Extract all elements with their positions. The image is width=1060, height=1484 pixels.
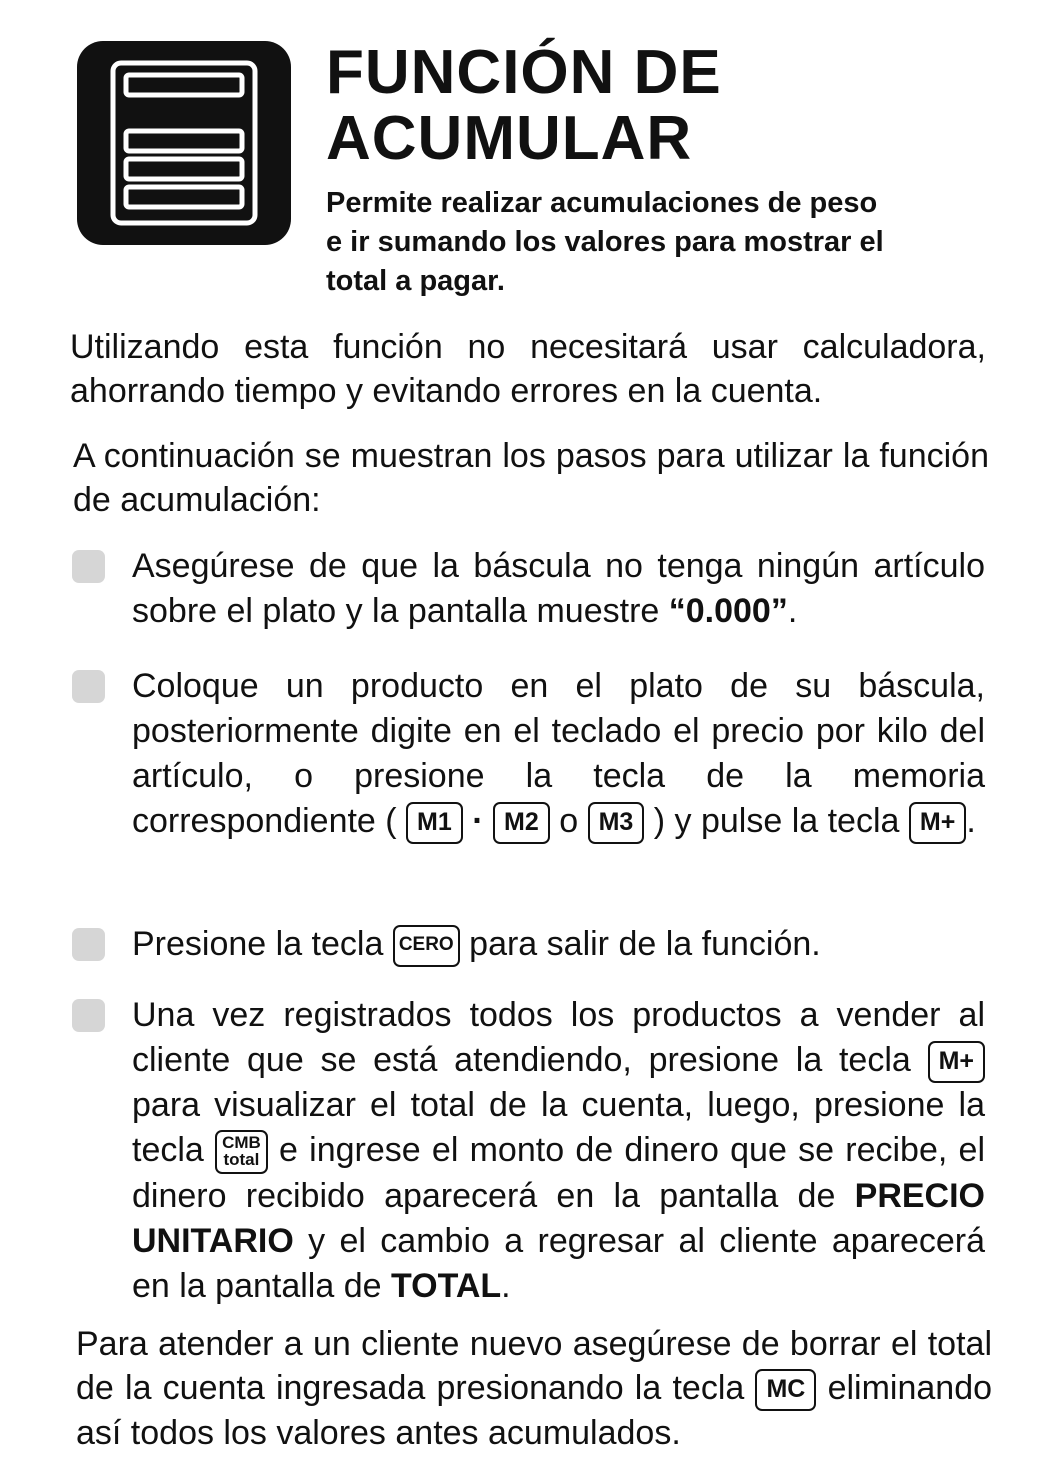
step-4-text: Una vez registrados todos los productos a vender al cliente que se está atendiendo, presione la tecla xyxy=(132,996,985,1079)
key-cmb-label: CMB xyxy=(222,1133,261,1153)
step-4-text-b: para visualizar el total de la cuenta, luego, presione la tecla xyxy=(132,1086,985,1170)
step-bullet xyxy=(72,670,105,703)
step-3-text-b: para salir de la función. xyxy=(459,925,821,963)
step-text xyxy=(132,922,985,967)
step-1-text: Asegúrese de que la báscula no tenga ningún artículo sobre el plato y la pantalla muestre xyxy=(132,547,985,630)
step-text xyxy=(132,664,985,844)
key-m2: M2 xyxy=(493,802,550,844)
key-m-plus: M+ xyxy=(928,1041,985,1083)
key-mc: MC xyxy=(755,1369,816,1411)
step-1-end: . xyxy=(787,592,798,630)
intro-paragraph-2: A continuación se muestran los pasos para utilizar la función de acumulación: xyxy=(73,437,989,519)
step-text xyxy=(132,544,985,634)
precio-unitario-label: PRECIO UNITARIO xyxy=(132,1177,985,1261)
footer-paragraph xyxy=(76,1322,992,1455)
step-4-end: . xyxy=(501,1267,511,1306)
step-bullet xyxy=(72,999,105,1032)
step-3-text: Presione la tecla xyxy=(132,925,393,963)
footer-text-b: eliminando así todos los valores antes acumulados. xyxy=(76,1369,993,1453)
step-bullet xyxy=(72,550,105,583)
key-m-plus: M+ xyxy=(909,802,966,844)
display-value: “0.000” xyxy=(668,592,788,630)
step-2-text-b: ) y pulse la tecla xyxy=(644,802,909,840)
title-line-1: FUNCIÓN DE xyxy=(326,38,722,107)
total-label: TOTAL xyxy=(390,1267,502,1306)
step-4-text-d: y el cambio a regresar al cliente aparecerá en la pantalla de xyxy=(132,1222,985,1306)
document-list-icon xyxy=(77,41,291,245)
step-2-end: . xyxy=(966,802,976,840)
key-m1: M1 xyxy=(406,802,463,844)
step-bullet xyxy=(72,928,105,961)
page-title xyxy=(326,40,1026,172)
key-cmb-total xyxy=(215,1130,268,1174)
subtitle: Permite realizar acumulaciones de peso e ir sumando los valores para mostrar el total a pagar. xyxy=(326,187,884,297)
step-text xyxy=(132,993,985,1309)
step-4-text-c: e ingrese el monto de dinero que se recibe, el dinero recibido aparecerá en la pantalla de xyxy=(132,1131,986,1216)
key-total-label: total xyxy=(223,1150,260,1170)
separator-or: o xyxy=(559,802,579,840)
key-cero: CERO xyxy=(393,925,460,967)
separator-dot: · xyxy=(472,802,484,840)
step-2-text: Coloque un producto en el plato de su báscula, posteriormente digite en el teclado el precio por kilo del artículo, o presione la tecla de la memoria correspondiente ( xyxy=(132,667,985,840)
intro-paragraph-1: Utilizando esta función no necesitará usar calculadora, ahorrando tiempo y evitando errores en la cuenta. xyxy=(70,328,986,410)
footer-text: Para atender a un cliente nuevo asegúrese de borrar el total de la cuenta ingresada presionando la tecla xyxy=(76,1325,992,1407)
key-m3: M3 xyxy=(588,802,645,844)
title-line-2: ACUMULAR xyxy=(326,104,693,173)
